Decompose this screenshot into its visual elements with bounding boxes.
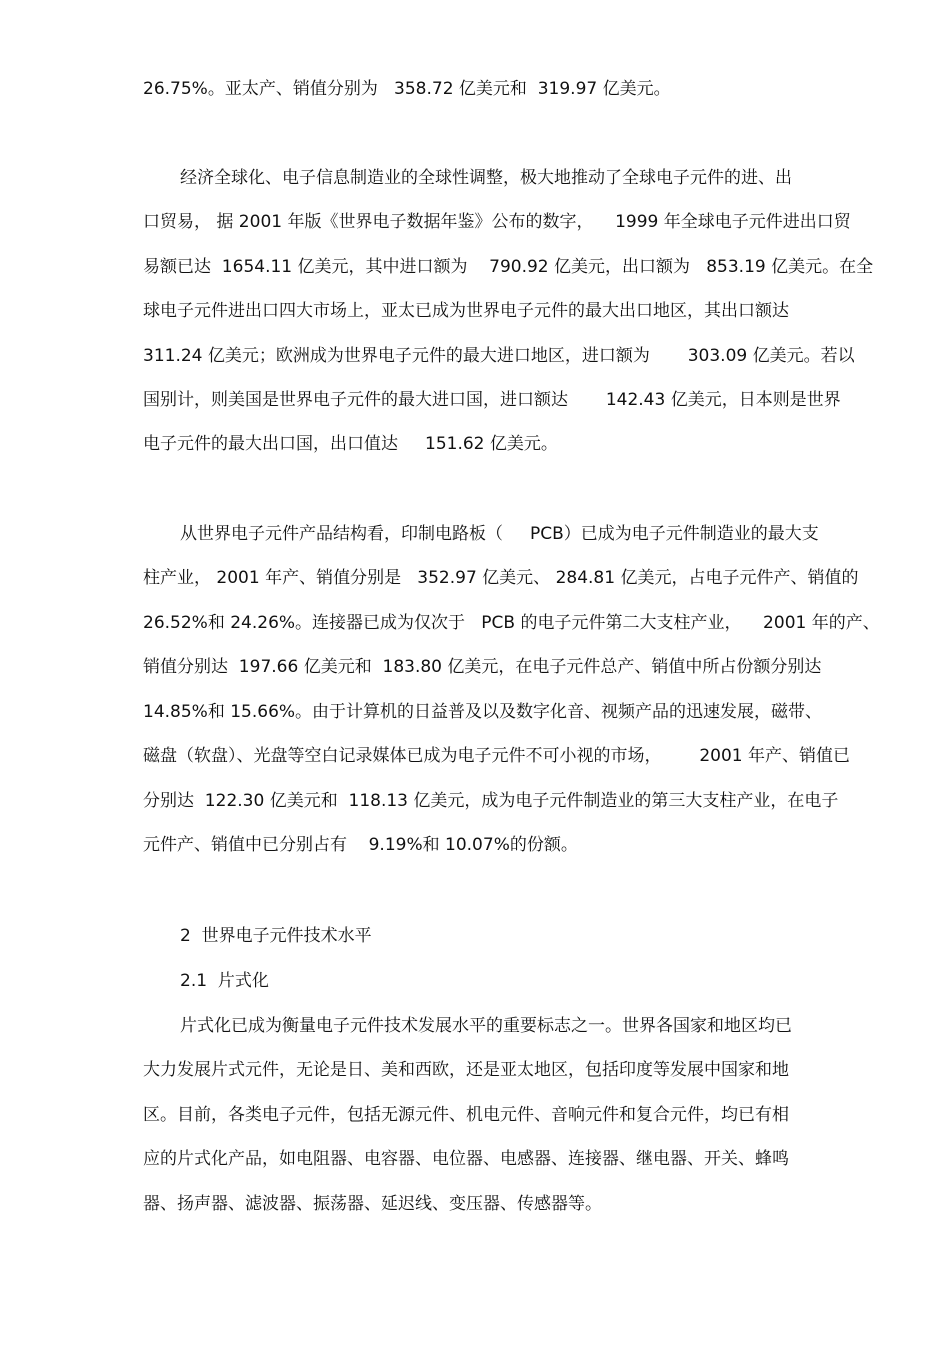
text-line: 经济全球化、电子信息制造业的全球性调整，极大地推动了全球电子元件的进、出 [180,168,792,188]
text-line: 片式化已成为衡量电子元件技术发展水平的重要标志之一。世界各国家和地区均已 [180,1016,792,1036]
text-line: 311.24 亿美元；欧洲成为世界电子元件的最大进口地区，进口额为 303.09 亿美元。若以 [143,346,855,366]
subsection-heading: 2.1 片式化 [180,971,269,991]
text-line: 区。目前，各类电子元件，包括无源元件、机电元件、音响元件和复合元件，均已有相 [143,1105,789,1125]
text-line: 柱产业， 2001 年产、销值分别是 352.97 亿美元、 284.81 亿美元，占电子元件产、销值的 [143,568,859,588]
text-line: 国别计，则美国是世界电子元件的最大进口国，进口额达 142.43 亿美元，日本则是世界 [143,390,841,410]
text-line: 应的片式化产品，如电阻器、电容器、电位器、电感器、连接器、继电器、开关、蜂鸣 [143,1149,789,1169]
text-line: 从世界电子元件产品结构看，印制电路板（ PCB）已成为电子元件制造业的最大支 [180,524,819,544]
text-line: 分别达 122.30 亿美元和 118.13 亿美元，成为电子元件制造业的第三大支柱产业，在电子 [143,791,839,811]
text-line: 大力发展片式元件，无论是日、美和西欧，还是亚太地区，包括印度等发展中国家和地 [143,1060,789,1080]
text-line: 14.85%和 15.66%。由于计算机的日益普及以及数字化音、视频产品的迅速发展，磁带、 [143,702,823,722]
text-line: 磁盘（软盘）、光盘等空白记录媒体已成为电子元件不可小视的市场， 2001 年产、销值已 [143,746,850,766]
text-line: 易额已达 1654.11 亿美元，其中进口额为 790.92 亿美元，出口额为 853.19 亿美元。在全 [143,257,874,277]
text-line: 26.52%和 24.26%。连接器已成为仅次于 PCB 的电子元件第二大支柱产业， 2001 年的产、 [143,613,880,633]
text-line: 26.75%。亚太产、销值分别为 358.72 亿美元和 319.97 亿美元。 [143,79,671,99]
text-line: 球电子元件进出口四大市场上，亚太已成为世界电子元件的最大出口地区，其出口额达 [143,301,789,321]
text-line: 器、扬声器、滤波器、振荡器、延迟线、变压器、传感器等。 [143,1194,602,1214]
text-line: 口贸易， 据 2001 年版《世界电子数据年鉴》公布的数字， 1999 年全球电子元件进出口贸 [143,212,851,232]
section-heading: 2 世界电子元件技术水平 [180,926,372,946]
text-line: 元件产、销值中已分别占有 9.19%和 10.07%的份额。 [143,835,578,855]
text-line: 销值分别达 197.66 亿美元和 183.80 亿美元，在电子元件总产、销值中所占份额分别达 [143,657,822,677]
text-line: 电子元件的最大出口国，出口值达 151.62 亿美元。 [143,434,558,454]
